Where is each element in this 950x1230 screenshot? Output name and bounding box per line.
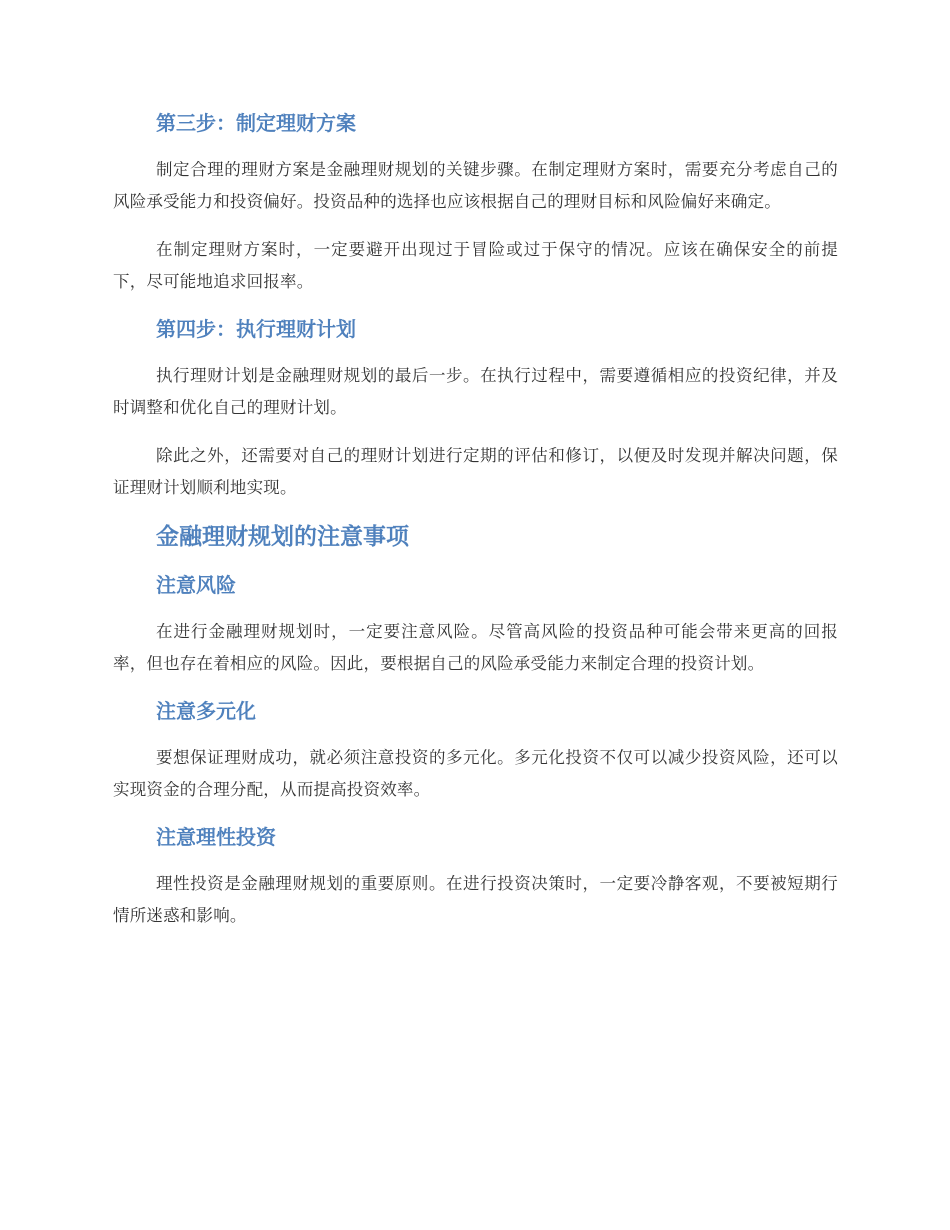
paragraph: 在制定理财方案时，一定要避开出现过于冒险或过于保守的情况。应该在确保安全的前提下，尽可能地追求回报率。 xyxy=(113,240,838,291)
paragraph: 执行理财计划是金融理财规划的最后一步。在执行过程中，需要遵循相应的投资纪律，并及时调整和优化自己的理财计划。 xyxy=(113,366,838,417)
paragraph: 在进行金融理财规划时，一定要注意风险。尽管高风险的投资品种可能会带来更高的回报率，但也存在着相应的风险。因此，要根据自己的风险承受能力来制定合理的投资计划。 xyxy=(113,622,838,673)
notes-title: 金融理财规划的注意事项 xyxy=(156,524,409,550)
section-heading-step3: 第三步：制定理财方案 xyxy=(156,111,356,135)
paragraph: 理性投资是金融理财规划的重要原则。在进行投资决策时，一定要冷静客观，不要被短期行情所迷惑和影响。 xyxy=(113,874,838,925)
paragraph: 要想保证理财成功，就必须注意投资的多元化。多元化投资不仅可以减少投资风险，还可以实现资金的合理分配，从而提高投资效率。 xyxy=(113,748,838,799)
section-heading-step4: 第四步：执行理财计划 xyxy=(156,317,356,341)
note-heading-rational-investing: 注意理性投资 xyxy=(156,825,276,849)
paragraph: 除此之外，还需要对自己的理财计划进行定期的评估和修订，以便及时发现并解决问题，保证理财计划顺利地实现。 xyxy=(113,446,838,497)
note-heading-diversification: 注意多元化 xyxy=(156,699,256,723)
note-heading-risk: 注意风险 xyxy=(156,573,236,597)
paragraph: 制定合理的理财方案是金融理财规划的关键步骤。在制定理财方案时，需要充分考虑自己的风险承受能力和投资偏好。投资品种的选择也应该根据自己的理财目标和风险偏好来确定。 xyxy=(113,160,838,211)
